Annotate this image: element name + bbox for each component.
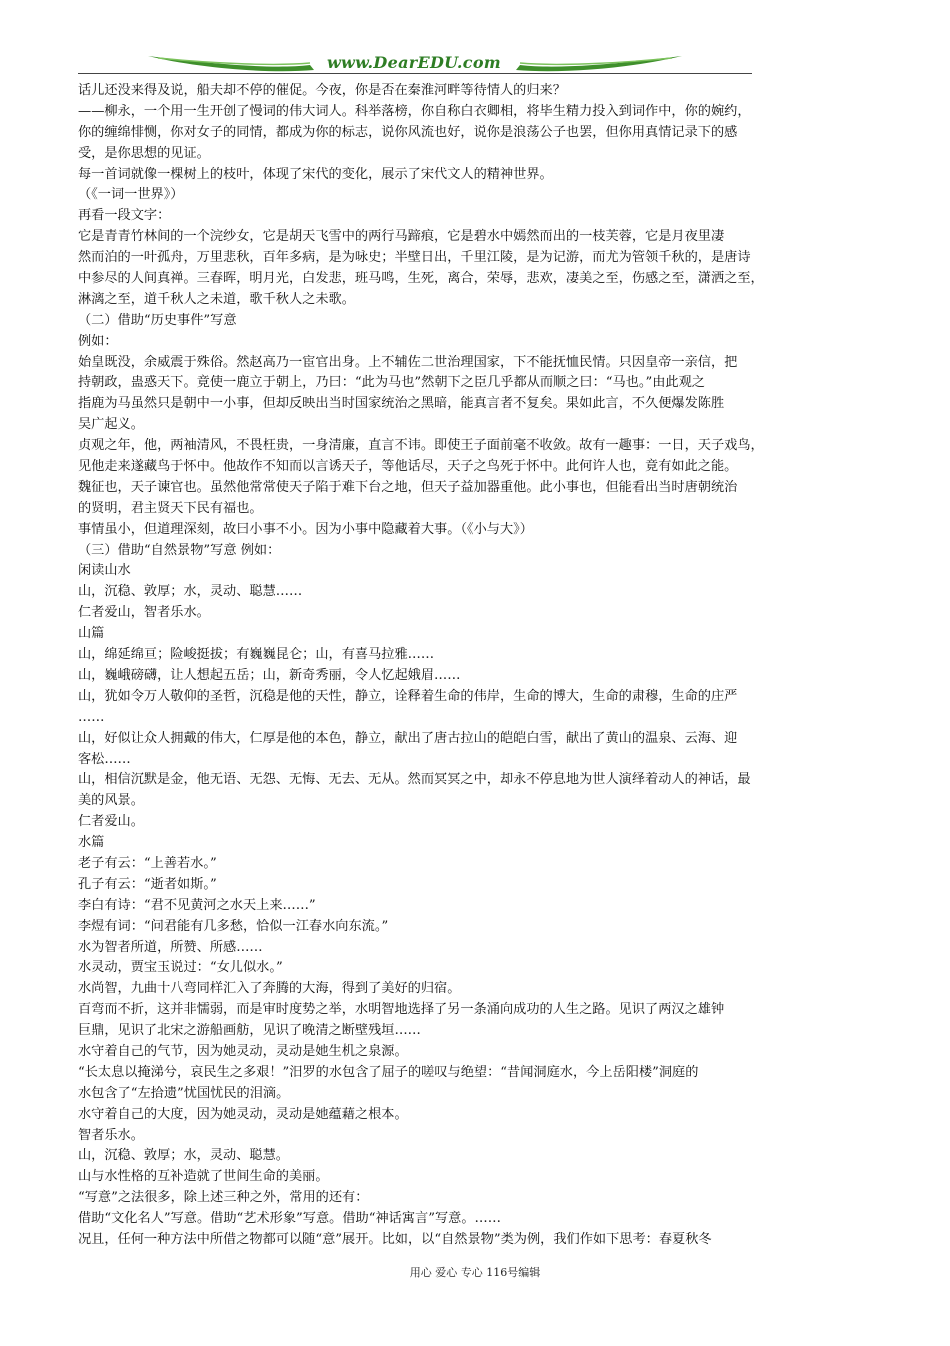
header-divider (78, 73, 752, 74)
text-line: 水守着自己的大度，因为她灵动，灵动是她蕴藉之根本。 (78, 1106, 408, 1122)
text-line: 山，沉稳、敦厚；水，灵动、聪慧…… (78, 584, 303, 600)
text-line: （二）借助“历史事件”写意 (78, 312, 237, 328)
text-line: 淋漓之至，道千秋人之未道，歌千秋人之未歌。 (78, 291, 355, 307)
text-line: 李白有诗：“君不见黄河之水天上来……” (78, 897, 316, 913)
text-line: 李煜有词：“问君能有几多愁，恰似一江春水向东流。” (78, 918, 389, 934)
text-line: 山，绵延绵亘；险峻挺拔；有巍巍昆仑；山，有喜马拉雅…… (78, 647, 435, 663)
text-line: 水守着自己的气节，因为她灵动，灵动是她生机之泉源。 (78, 1043, 408, 1059)
text-line: “写意”之法很多，除上述三种之外，常用的还有： (78, 1190, 369, 1206)
text-line: 况且，任何一种方法中所借之物都可以随“意”展开。比如，以“自然景物”类为例，我们作如下思考：春夏秋冬 (78, 1231, 712, 1247)
text-line: 它是青青竹林间的一个浣纱女，它是胡天飞雪中的两行马蹄痕，它是碧水中嫣然而出的一枝芙蓉，它是月夜里凄 (78, 229, 725, 245)
text-line: 闲读山水 (78, 563, 131, 579)
text-line: （三）借助“自然景物”写意 例如： (78, 542, 281, 558)
site-url-logo: www.DearEDU.com (326, 53, 502, 72)
text-line: 借助“文化名人”写意。借助“艺术形象”写意。借助“神话寓言”写意。…… (78, 1211, 501, 1227)
text-line: 的贤明，君主贤天下民有福也。 (78, 500, 263, 516)
text-line: 水灵动，贾宝玉说过：“女儿似水。” (78, 960, 283, 976)
text-line: 山，巍峨磅礴，让人想起五岳；山，新奇秀丽，令人忆起娥眉…… (78, 667, 461, 683)
text-line: …… (78, 709, 105, 725)
text-line: 水篇 (78, 835, 105, 851)
text-line: 仁者爱山。 (78, 814, 144, 830)
text-line: 话儿还没来得及说，船夫却不停的催促。今夜，你是否在秦淮河畔等待情人的归来？ (78, 83, 566, 98)
text-line: 受，是你思想的见证。 (78, 145, 210, 161)
text-line: 智者乐水。 (78, 1127, 144, 1143)
text-line: 事情虽小，但道理深刻，故曰小事不小。因为小事中隐藏着大事。（《小与大》） (78, 521, 533, 537)
page-footer: 用心 爱心 专心 116号编辑 (409, 1266, 541, 1279)
text-line: ——柳永，一个用一生开创了慢词的伟大词人。科举落榜，你自称白衣卿相，将毕生精力投入到词作中，你的婉约， (78, 103, 751, 119)
text-line: 山篇 (78, 626, 105, 642)
text-line: 客松…… (78, 751, 131, 767)
text-line: 例如： (78, 333, 118, 349)
text-line: （《一词一世界》） (78, 187, 184, 203)
text-line: 贞观之年，他，两袖清风，不畏枉贵，一身清廉，直言不讳。即使王子面前毫不收敛。故有一趣事：一日，天子戏鸟， (78, 438, 764, 454)
text-line: 老子有云：“上善若水。” (78, 855, 217, 871)
text-line: 魏征也，天子谏官也。虽然他常常使天子陷于难下台之地，但天子益加器重他。此小事也，但能看出当时唐朝统治 (78, 479, 738, 495)
text-line: 然而泊的一叶孤舟，万里悲秋，百年多病，是为咏史；半壁日出，千里江陵，是为记游，而尤为管领千秋的，是唐诗 (78, 250, 751, 266)
text-line: 再看一段文字： (78, 208, 171, 224)
text-line: 山与水性格的互补造就了世间生命的美丽。 (78, 1169, 329, 1185)
text-line: 持朝政，蛊惑天下。竟使一鹿立于朝上，乃曰：“此为马也”然朝下之臣几乎都从而顺之曰：“马也。”由此观之 (78, 375, 705, 391)
document-body (78, 81, 764, 1251)
text-line: 山，相信沉默是金，他无语、无怨、无悔、无去、无从。然而冥冥之中，却永不停息地为世人演绎着动人的神话，最 (78, 772, 751, 788)
text-line: 水为智者所道，所赞、所感…… (78, 939, 263, 955)
text-line: 山，犹如令万人敬仰的圣哲，沉稳是他的天性，静立，诠释着生命的伟岸，生命的博大，生命的肃穆，生命的庄严 (78, 688, 738, 704)
text-line: 水包含了“左拾遗”忧国忧民的泪滴。 (78, 1085, 290, 1101)
text-line: 你的缠绵悱恻，你对女子的同情，都成为你的标志，说你风流也好，说你是浪荡公子也罢，但你用真情记录下的感 (78, 124, 738, 140)
text-line: 美的风景。 (78, 793, 144, 809)
text-line: 巨鼎，见识了北宋之游船画舫，见识了晚清之断壁残垣…… (78, 1023, 421, 1039)
text-line: “长太息以掩涕兮，哀民生之多艰！”汨罗的水包含了屈子的嗟叹与绝望：“昔闻洞庭水，今上岳阳楼”洞庭的 (78, 1064, 699, 1080)
text-line: 山，好似让众人拥戴的伟大，仁厚是他的本色，静立，献出了唐古拉山的皑皑白雪，献出了黄山的温泉、云海、迎 (78, 730, 738, 746)
text-line: 百弯而不折，这并非懦弱，而是审时度势之举，水明智地选择了另一条涌向成功的人生之路。见识了两汉之雄钟 (78, 1002, 725, 1018)
text-line: 山，沉稳、敦厚；水，灵动、聪慧。 (78, 1148, 289, 1164)
text-line: 指鹿为马虽然只是朝中一小事，但却反映出当时国家统治之黑暗，能真言者不复矣。果如此言，不久便爆发陈胜 (78, 396, 725, 412)
text-line: 中参尽的人间真禅。三春晖，明月光，白发悲，班马鸣，生死，离合，荣辱，悲欢，凄美之至，伤感之至，潇洒之至， (78, 271, 764, 287)
text-line: 始皇既没，余威震于殊俗。然赵高乃一宦官出身。上不辅佐二世治理国家，下不能抚恤民情。只因皇帝一亲信，把 (78, 354, 738, 370)
text-line: 水尚智，九曲十八弯同样汇入了奔腾的大海，得到了美好的归宿。 (78, 981, 461, 997)
text-line: 吴广起义。 (78, 417, 144, 433)
text-line: 孔子有云：“逝者如斯。” (78, 876, 217, 892)
text-line: 每一首词就像一棵树上的枝叶，体现了宋代的变化，展示了宋代文人的精神世界。 (78, 166, 553, 182)
text-line: 仁者爱山，智者乐水。 (78, 605, 210, 621)
text-line: 见他走来遂藏鸟于怀中。他故作不知而以言诱天子，等他话尽，天子之鸟死于怀中。此何许人也，竟有如此之能。 (78, 459, 738, 475)
